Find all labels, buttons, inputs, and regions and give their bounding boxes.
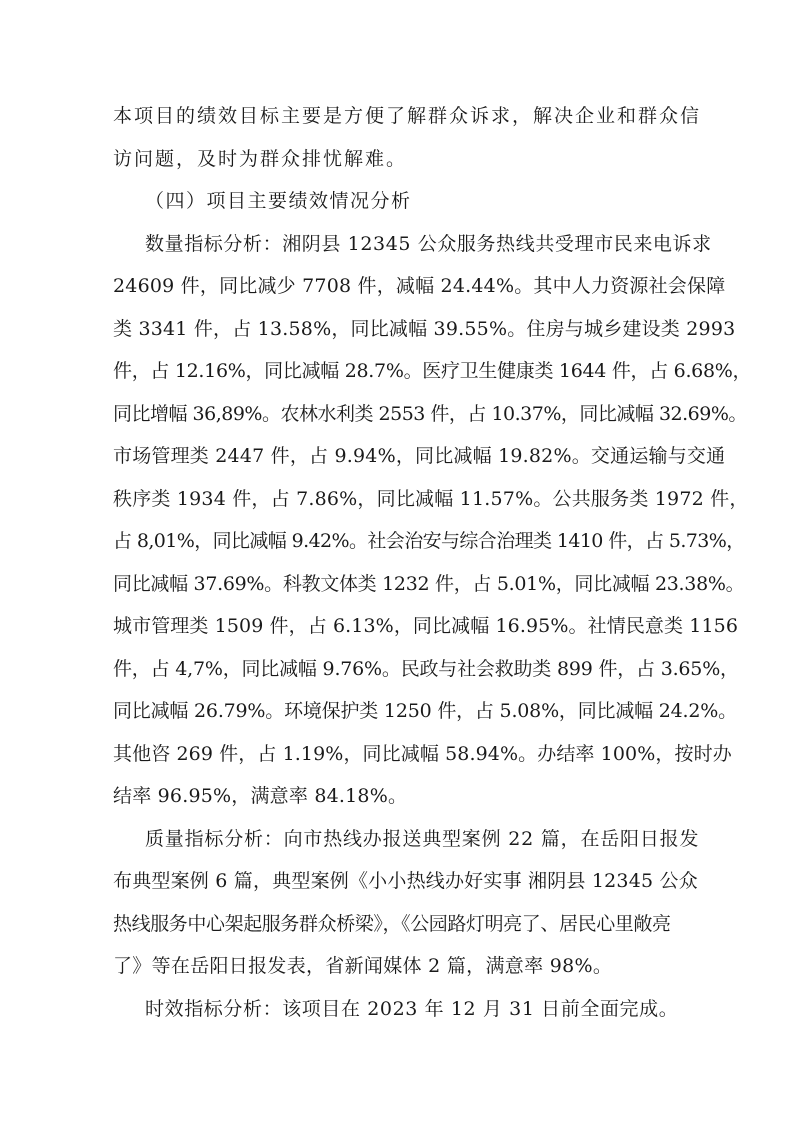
quantity-line-3: 类 3341 件，占 13.58%，同比减幅 39.55%。住房与城乡建设类 2993 (113, 318, 736, 340)
intro-line-2: 访问题，及时为群众排忧解难。 (113, 148, 408, 170)
quantity-line-1: 数量指标分析：湘阴县 12345 公众服务热线共受理市民来电诉求 (145, 233, 712, 255)
quantity-line-14: 结率 96.95%，满意率 84.18%。 (113, 785, 408, 807)
quantity-line-12: 同比减幅 26.79%。环境保护类 1250 件，占 5.08%，同比减幅 24.2%。 (113, 700, 737, 722)
quantity-line-5: 同比增幅 36,89%。农林水利类 2553 件，占 10.37%，同比减幅 32.69%。 (113, 403, 747, 425)
quantity-line-11: 件，占 4,7%，同比减幅 9.76%。民政与社会救助类 899 件，占 3.65%， (113, 658, 739, 680)
section-heading: （四）项目主要绩效情况分析 (145, 190, 412, 212)
quantity-line-2: 24609 件，同比减少 7708 件，减幅 24.44%。其中人力资源社会保障 (113, 275, 726, 297)
quality-line-1: 质量指标分析：向市热线办报送典型案例 22 篇，在岳阳日报发 (145, 828, 700, 850)
quantity-line-6: 市场管理类 2447 件，占 9.94%，同比减幅 19.82%。交通运输与交通 (113, 445, 726, 467)
quantity-line-7: 秩序类 1934 件，占 7.86%，同比减幅 11.57%。公共服务类 1972 件， (113, 488, 749, 510)
intro-line-1: 本项目的绩效目标主要是方便了解群众诉求，解决企业和群众信 (113, 105, 702, 127)
quantity-line-13: 其他咨 269 件，占 1.19%，同比减幅 58.94%。办结率 100%，按时办 (113, 743, 732, 765)
quantity-line-4: 件，占 12.16%，同比减幅 28.7%。医疗卫生健康类 1644 件，占 6.68%， (113, 360, 752, 382)
quantity-line-10: 城市管理类 1509 件，占 6.13%，同比减幅 16.95%。社情民意类 1156 (113, 615, 739, 637)
timeliness-line-1: 时效指标分析：该项目在 2023 年 12 月 31 日前全面完成。 (145, 998, 679, 1020)
quality-line-4: 了》等在岳阳日报发表，省新闻媒体 2 篇，满意率 98%。 (113, 955, 613, 977)
quality-line-3: 热线服务中心架起服务群众桥梁》，《公园路灯明亮了、居民心里敞亮 (113, 913, 671, 935)
quantity-line-9: 同比减幅 37.69%。科教文体类 1232 件，占 5.01%，同比减幅 23.38%。 (113, 573, 745, 595)
quantity-line-8: 占 8,01%，同比减幅 9.42%。社会治安与综合治理类 1410 件，占 5.73%， (113, 530, 745, 552)
quality-line-2: 布典型案例 6 篇，典型案例《小小热线办好实事 湘阴县 12345 公众 (113, 870, 698, 892)
